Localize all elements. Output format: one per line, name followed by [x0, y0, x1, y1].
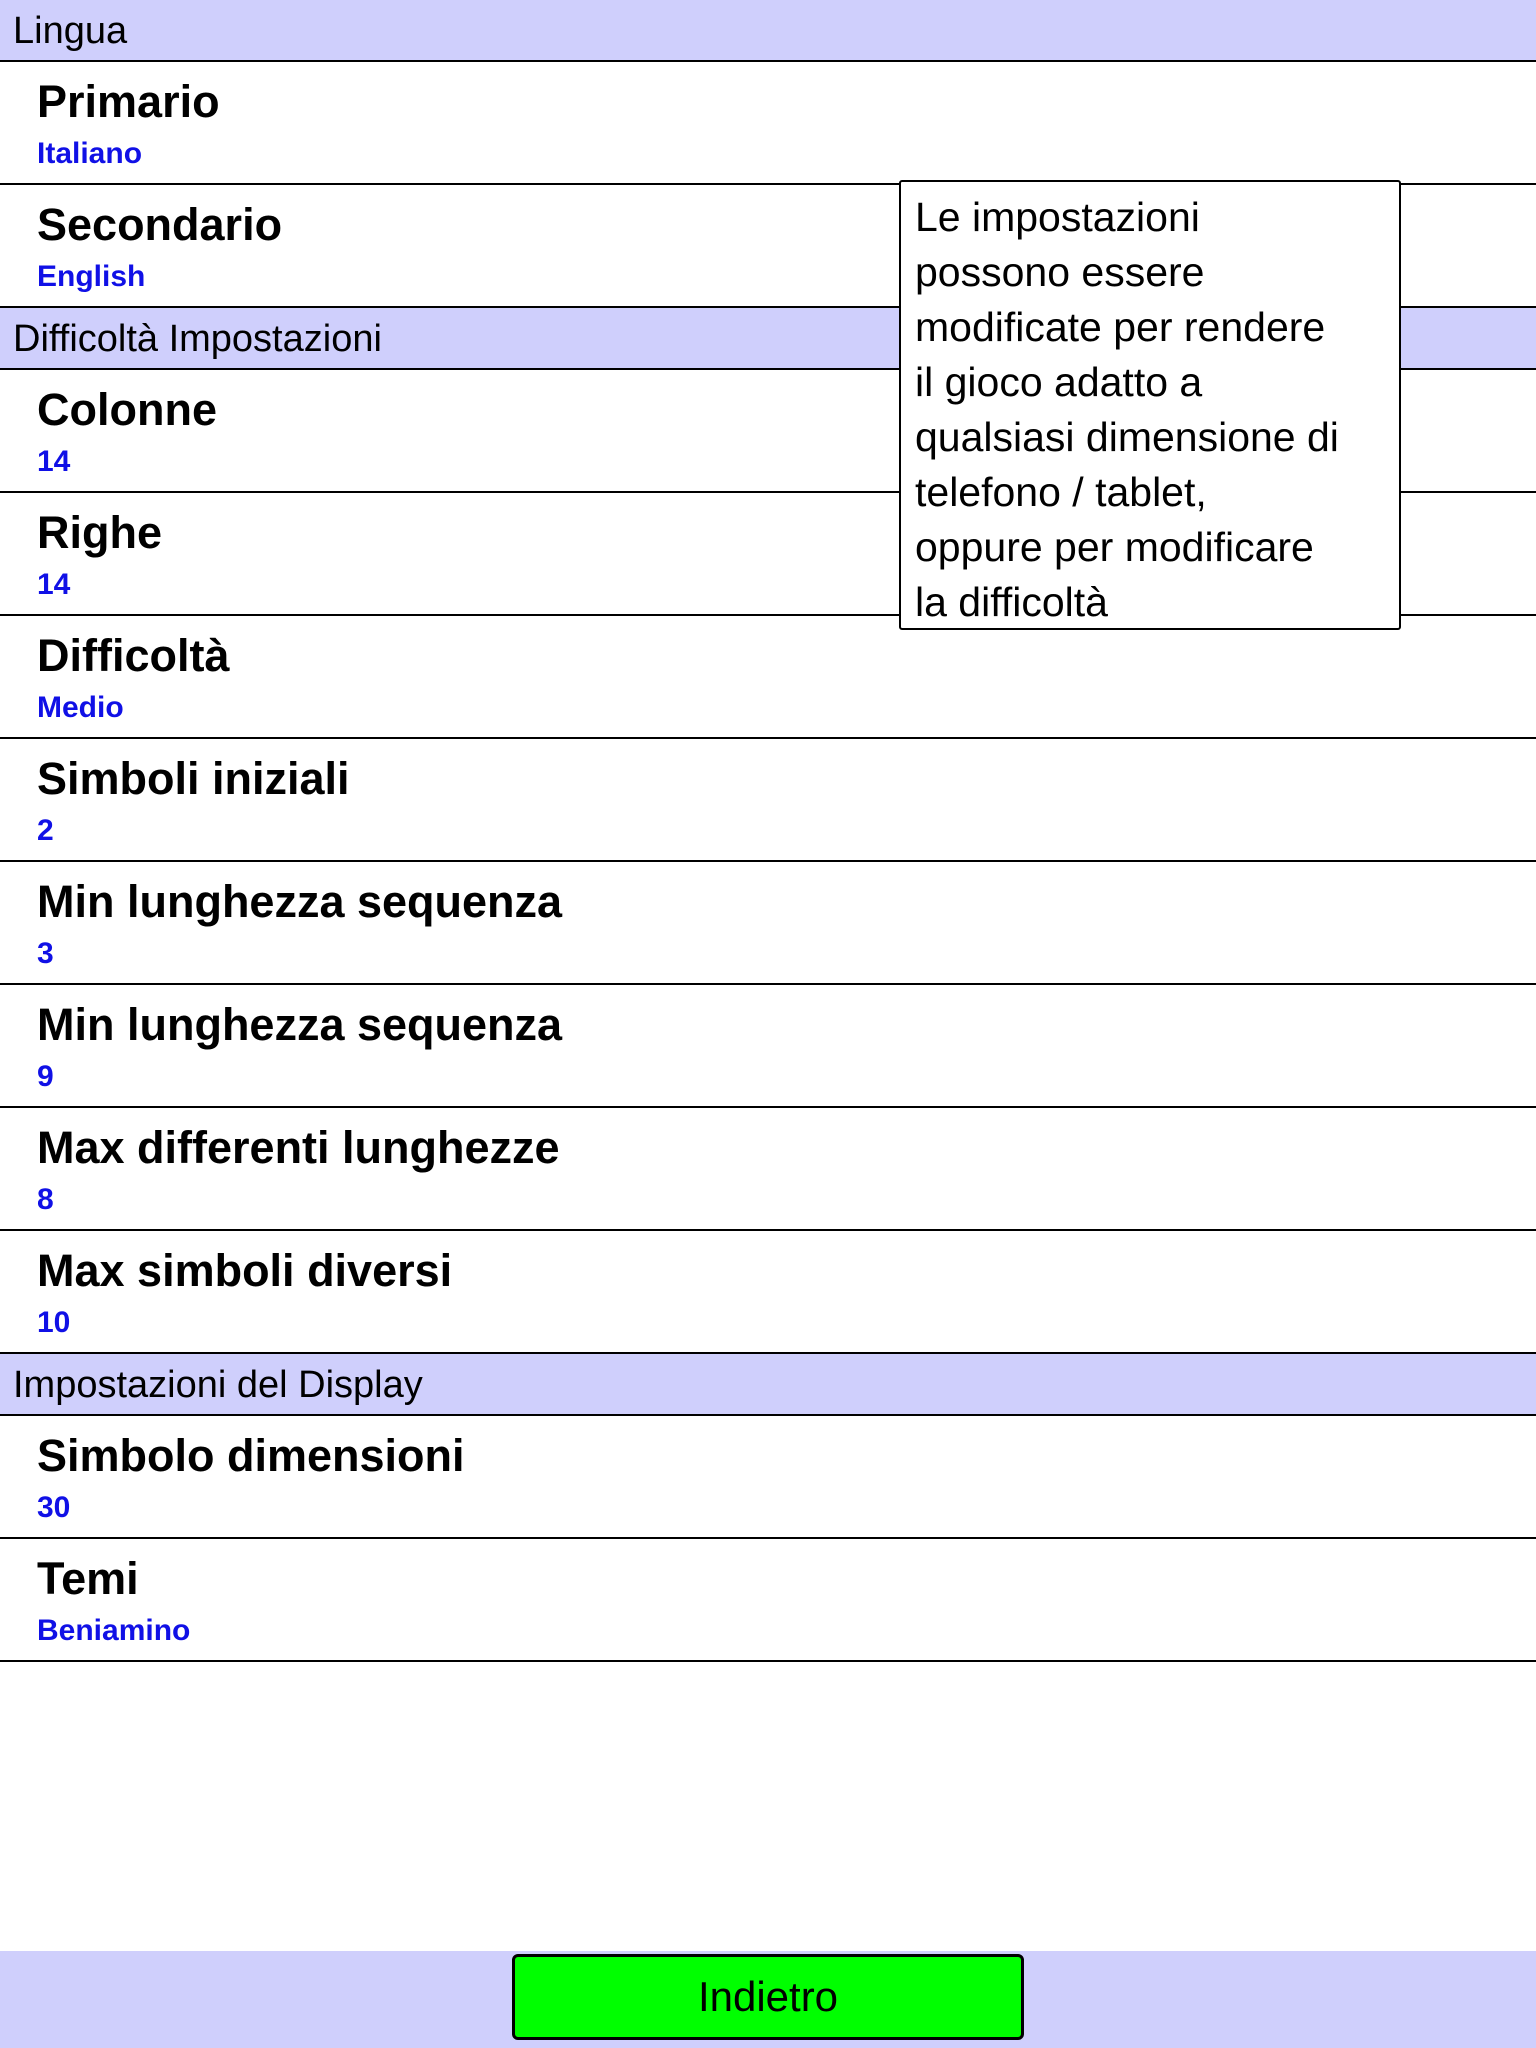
- setting-min-sequence-length-2[interactable]: [0, 985, 1536, 1108]
- setting-max-different-lengths[interactable]: [0, 1108, 1536, 1231]
- setting-symbol-size[interactable]: [0, 1416, 1536, 1539]
- setting-title: Max simboli diversi: [37, 1245, 453, 1296]
- setting-value: 2: [37, 814, 54, 847]
- section-header-display: Impostazioni del Display: [0, 1354, 1536, 1416]
- setting-value: 14: [37, 445, 71, 478]
- setting-title: Primario: [37, 76, 220, 127]
- setting-value: 14: [37, 568, 71, 601]
- setting-value: 3: [37, 937, 54, 970]
- tooltip-line: telefono / tablet,: [915, 469, 1207, 515]
- setting-title: Max differenti lunghezze: [37, 1122, 560, 1173]
- setting-difficulty[interactable]: [0, 616, 1536, 739]
- setting-value: Italiano: [37, 137, 143, 170]
- setting-initial-symbols[interactable]: [0, 739, 1536, 862]
- tooltip-line: la difficoltà: [915, 579, 1108, 625]
- tooltip-line: qualsiasi dimensione di: [915, 414, 1339, 460]
- tooltip-line: il gioco adatto a: [915, 359, 1203, 405]
- setting-max-different-symbols[interactable]: [0, 1231, 1536, 1354]
- setting-primary-language[interactable]: [0, 62, 1536, 185]
- back-button[interactable]: Indietro: [512, 1954, 1024, 2040]
- setting-value: 10: [37, 1306, 71, 1339]
- setting-title: Colonne: [37, 384, 217, 435]
- tooltip-line: Le impostazioni: [915, 194, 1200, 240]
- setting-title: Difficoltà: [37, 630, 230, 681]
- tooltip-line: oppure per modificare: [915, 524, 1314, 570]
- setting-value: 30: [37, 1491, 71, 1524]
- setting-title: Min lunghezza sequenza: [37, 876, 563, 927]
- help-tooltip: [899, 180, 1401, 630]
- setting-title: Simboli iniziali: [37, 753, 350, 804]
- setting-title: Temi: [37, 1553, 139, 1604]
- setting-title: Secondario: [37, 199, 283, 250]
- section-header-language: Lingua: [0, 0, 1536, 62]
- footer-bar: [0, 1951, 1536, 2048]
- tooltip-line: modificate per rendere: [915, 304, 1326, 350]
- setting-title: Simbolo dimensioni: [37, 1430, 465, 1481]
- setting-themes[interactable]: [0, 1539, 1536, 1662]
- setting-value: Beniamino: [37, 1614, 191, 1647]
- tooltip-line: possono essere: [915, 249, 1205, 295]
- setting-value: 8: [37, 1183, 54, 1216]
- setting-value: English: [37, 260, 146, 293]
- setting-value: Medio: [37, 691, 124, 724]
- setting-min-sequence-length[interactable]: [0, 862, 1536, 985]
- setting-title: Min lunghezza sequenza: [37, 999, 563, 1050]
- setting-title: Righe: [37, 507, 163, 558]
- section-header-difficulty: Difficoltà Impostazioni: [0, 308, 1536, 370]
- setting-value: 9: [37, 1060, 54, 1093]
